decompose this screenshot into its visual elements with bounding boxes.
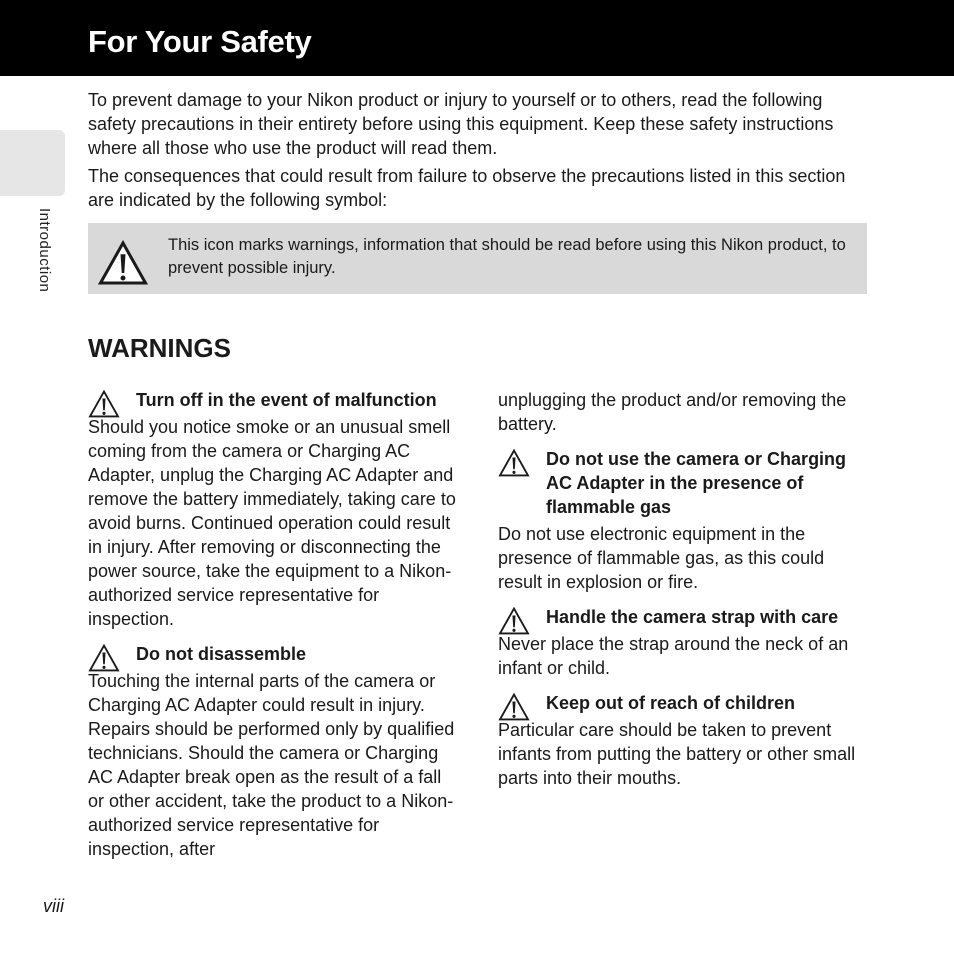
warning-body: Do not use electronic equipment in the presence of flammable gas, as this could result in explosion or fire.	[498, 524, 825, 592]
warning-title: Handle the camera strap with care	[546, 607, 839, 627]
warning-body: Never place the strap around the neck of an infant or child.	[498, 634, 849, 678]
notice-text: This icon marks warnings, information that should be read before using this Nikon product, to prevent possible injury.	[168, 236, 846, 277]
warning-symbol-notice	[88, 223, 867, 294]
warning-body: Touching the internal parts of the camera or Charging AC Adapter could result in injury. Repairs should be performed only by qualified technicians. Should the camera or Charging AC Adapter break open as the result of a fall or other accident, take the product to a Nikon-authorized service representative for inspection, after	[88, 671, 455, 859]
warning-item-header	[88, 388, 456, 412]
warning-triangle-icon	[98, 240, 148, 286]
warning-triangle-icon	[498, 607, 530, 635]
warning-triangle-icon	[498, 449, 530, 477]
warning-title: Turn off in the event of malfunction	[136, 390, 437, 410]
warning-body-continued: unplugging the product and/or removing the battery.	[498, 390, 847, 434]
warning-triangle-icon	[498, 693, 530, 721]
section-side-tab[interactable]	[0, 130, 65, 196]
warnings-column-left	[88, 388, 456, 872]
warnings-column-right	[498, 388, 866, 801]
warning-title: Do not disassemble	[136, 644, 307, 664]
warnings-heading: WARNINGS	[88, 333, 231, 363]
warning-item-header	[498, 605, 866, 629]
warning-item-header	[498, 447, 866, 519]
intro-paragraph: The consequences that could result from failure to observe the precautions listed in this section are indicated by the following symbol:	[88, 166, 846, 210]
warning-body: Particular care should be taken to prevent infants from putting the battery or other small parts into their mouths.	[498, 720, 856, 788]
intro-section	[88, 88, 873, 216]
warning-triangle-icon	[88, 390, 120, 418]
warning-item-header	[88, 642, 456, 666]
page-title: For Your Safety	[88, 24, 312, 59]
header-bar	[0, 0, 954, 76]
warning-item-header	[498, 691, 866, 715]
warning-title: Keep out of reach of children	[546, 693, 796, 713]
intro-paragraph: To prevent damage to your Nikon product or injury to yourself or to others, read the following safety precautions in their entirety before using this equipment. Keep these safety instructions where all those who use the product will read them.	[88, 90, 834, 158]
side-tab-label: Introduction	[36, 208, 53, 293]
warning-body: Should you notice smoke or an unusual smell coming from the camera or Charging AC Adapter, unplug the Charging AC Adapter and remove the battery immediately, taking care to avoid burns. Continued operation could result in injury. After removing or disconnecting the power source, take the equipment to a Nikon-authorized service representative for inspection.	[88, 417, 456, 629]
warning-title: Do not use the camera or Charging AC Adapter in the presence of flammable gas	[546, 449, 847, 517]
page-number: viii	[43, 896, 64, 916]
warning-triangle-icon	[88, 644, 120, 672]
